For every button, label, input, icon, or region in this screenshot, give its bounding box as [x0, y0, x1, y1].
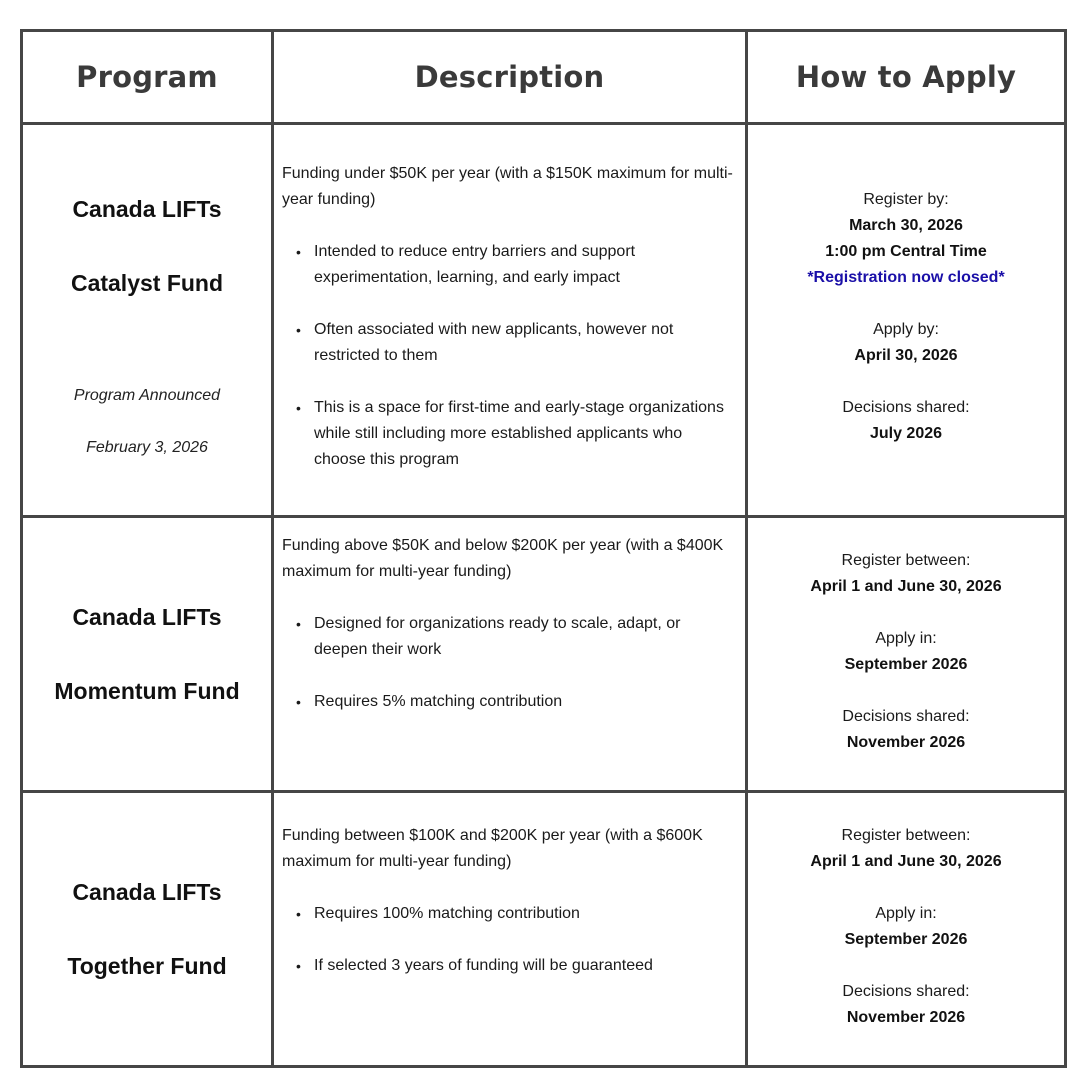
register-time: 1:00 pm Central Time	[825, 243, 987, 260]
register-label: Register between:	[841, 552, 971, 569]
application-info	[748, 626, 1064, 678]
bullet-text: Designed for organizations ready to scale, adapt, or deepen their work	[314, 615, 681, 658]
bullet-icon: •	[296, 616, 301, 632]
application-info	[748, 317, 1064, 369]
header-how-to-apply: How to Apply	[795, 60, 1017, 94]
list-item	[282, 317, 737, 369]
bullet-text: If selected 3 years of funding will be guaranteed	[314, 957, 653, 974]
decision-date: November 2026	[846, 734, 966, 751]
registration-info	[748, 823, 1064, 875]
program-cell-momentum	[23, 518, 271, 790]
list-item	[282, 953, 737, 979]
description-bullets	[282, 239, 737, 473]
description-cell-catalyst	[274, 125, 745, 515]
decision-label: Decisions shared:	[842, 399, 970, 416]
decision-label: Decisions shared:	[842, 708, 970, 725]
funding-summary: Funding under $50K per year (with a $150K maximum for multi-year funding)	[282, 165, 733, 208]
apply-date: September 2026	[844, 931, 968, 948]
bullet-icon: •	[296, 322, 301, 338]
bullet-icon: •	[296, 958, 301, 974]
decision-info	[748, 395, 1064, 447]
bullet-text: This is a space for first-time and early-stage organizations while still including more established applicants who choose this program	[314, 399, 724, 468]
register-date: April 1 and June 30, 2026	[810, 853, 1002, 870]
program-name-line: Canada LIFTs	[72, 195, 222, 222]
apply-date: September 2026	[844, 656, 968, 673]
program-name-line: Together Fund	[67, 952, 227, 979]
registration-info	[748, 187, 1064, 291]
list-item	[282, 395, 737, 473]
apply-date: April 30, 2026	[854, 347, 958, 364]
program-cell-together	[23, 793, 271, 1065]
program-name-line: Canada LIFTs	[72, 878, 222, 905]
register-label: Register between:	[841, 827, 971, 844]
announcement-date: February 3, 2026	[86, 438, 208, 456]
program-announcement	[74, 357, 220, 487]
bullet-text: Intended to reduce entry barriers and support experimentation, learning, and early impact	[314, 243, 636, 286]
funding-summary: Funding between $100K and $200K per year (with a $600K maximum for multi-year funding)	[282, 827, 703, 870]
list-item	[282, 239, 737, 291]
bullet-icon: •	[296, 244, 301, 260]
apply-cell-catalyst	[748, 125, 1064, 515]
apply-cell-together	[748, 793, 1064, 1065]
program-name	[54, 562, 239, 747]
list-item	[282, 611, 737, 663]
bullet-text: Requires 100% matching contribution	[314, 905, 580, 922]
decision-label: Decisions shared:	[842, 983, 970, 1000]
bullet-text: Often associated with new applicants, however not restricted to them	[314, 321, 674, 364]
decision-info	[748, 979, 1064, 1031]
bullet-text: Requires 5% matching contribution	[314, 693, 563, 710]
program-name-line: Momentum Fund	[54, 677, 240, 704]
program-name	[67, 837, 226, 1022]
apply-label: Apply in:	[875, 905, 937, 922]
application-info	[748, 901, 1064, 953]
header-program: Program	[76, 60, 218, 94]
description-cell-together	[274, 793, 745, 1065]
program-cell-catalyst	[23, 125, 271, 515]
bullet-icon: •	[296, 694, 301, 710]
program-name	[71, 154, 223, 339]
registration-info	[748, 548, 1064, 600]
apply-label: Apply in:	[875, 630, 937, 647]
programs-table	[20, 29, 1067, 1068]
bullet-icon: •	[296, 906, 301, 922]
description-bullets	[282, 901, 737, 979]
register-date: March 30, 2026	[849, 217, 963, 234]
decision-info	[748, 704, 1064, 756]
announcement-label: Program Announced	[73, 386, 221, 404]
register-label: Register by:	[863, 191, 949, 208]
apply-cell-momentum	[748, 518, 1064, 790]
description-cell-momentum	[274, 518, 745, 790]
registration-closed-notice: *Registration now closed*	[807, 269, 1005, 286]
decision-date: November 2026	[846, 1009, 966, 1026]
program-name-line: Catalyst Fund	[70, 269, 224, 296]
funding-summary: Funding above $50K and below $200K per year (with a $400K maximum for multi-year funding)	[282, 537, 724, 580]
list-item	[282, 689, 737, 715]
bullet-icon: •	[296, 400, 301, 416]
program-name-line: Canada LIFTs	[72, 603, 222, 630]
header-description: Description	[414, 60, 605, 94]
register-date: April 1 and June 30, 2026	[810, 578, 1002, 595]
list-item	[282, 901, 737, 927]
apply-label: Apply by:	[873, 321, 939, 338]
description-bullets	[282, 611, 737, 715]
decision-date: July 2026	[869, 425, 943, 442]
